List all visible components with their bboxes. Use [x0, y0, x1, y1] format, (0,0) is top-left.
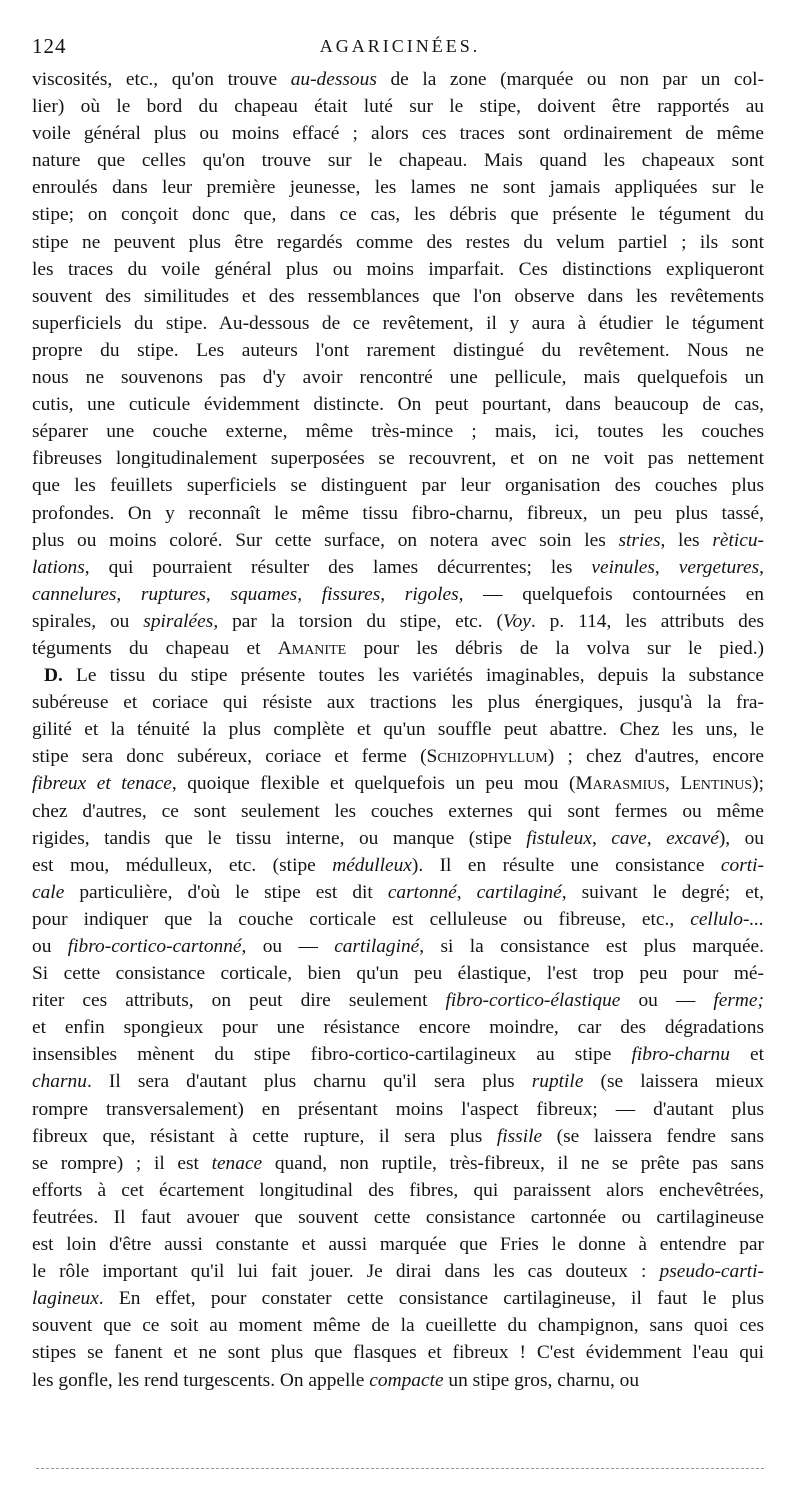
body-text	[32, 66, 764, 1394]
text-line	[32, 201, 764, 228]
text-run: chez d'autres, ce sont seulement les couches externes qui sont fermes ou même	[32, 800, 764, 822]
text-run: ). Il en résulte une consistance	[411, 854, 721, 876]
text-run: nature que celles qu'on trouve sur le chapeau. Mais quand les chapeaux sont	[32, 150, 764, 172]
italic-term: cartilaginé	[476, 881, 562, 903]
italic-term: ferme;	[713, 990, 764, 1012]
text-run: gilité et la ténuité la plus complète et qu'un souffle peut abattre. Chez les uns, le	[32, 719, 764, 741]
italic-term: fibro-cortico-cartonné	[67, 936, 242, 957]
text-run: stipe sera donc subéreux, coriace et ferme (	[32, 746, 427, 768]
italic-term: tenace	[211, 1152, 263, 1174]
text-line	[32, 960, 764, 987]
text-run: rompre transversalement) en présentant moins l'aspect fibreux; — d'autant plus	[32, 1098, 764, 1120]
text-line	[32, 1285, 764, 1312]
small-caps-name: Schizophyllum	[426, 746, 548, 768]
text-line	[32, 93, 764, 120]
text-line	[32, 770, 764, 797]
page-number: 124	[32, 34, 67, 58]
italic-term: cellulo-...	[690, 908, 764, 930]
text-line	[32, 364, 764, 391]
italic-term: rigoles	[404, 583, 459, 605]
text-line	[32, 689, 764, 716]
text-run: ou	[32, 936, 68, 957]
text-line	[32, 879, 764, 906]
text-line	[32, 445, 764, 472]
text-line	[32, 472, 764, 499]
text-run: superficiels du stipe. Au-dessous de ce revêtement, il y aura à étudier le tégument	[32, 312, 764, 334]
text-line	[32, 527, 764, 554]
text-run: que les feuillets superficiels se distinguent par leur organisation des couches plus	[32, 475, 764, 497]
text-run: viscosités, etc., qu'on trouve	[32, 69, 291, 90]
text-run: Si cette consistance corticale, bien qu'un peu élastique, l'est trop peu pour mé-	[32, 963, 764, 985]
text-run: . p. 114, les attributs des	[530, 610, 765, 632]
text-run: ,	[380, 583, 405, 605]
text-line	[32, 1204, 764, 1231]
text-line	[32, 1231, 764, 1258]
italic-term: rèticu-	[712, 529, 764, 551]
text-line	[32, 283, 764, 310]
text-line	[32, 310, 764, 337]
text-line	[32, 229, 764, 256]
text-run: le rôle important qu'il lui fait jouer. Je dirai dans les cas douteux :	[32, 1261, 660, 1283]
running-title: AGARICINÉES.	[319, 36, 481, 56]
text-run: ,	[654, 556, 679, 578]
text-run: stipes se fanent et ne sont plus que flasques et fibreux ! C'est évidemment l'eau qui	[32, 1342, 764, 1364]
text-run: et	[729, 1044, 765, 1066]
page-header	[32, 34, 768, 62]
text-run: et enfin spongieux pour une résistance encore moindre, car des dégradations	[32, 1017, 764, 1039]
text-line	[32, 1096, 764, 1123]
italic-term: fibro-charnu	[631, 1044, 730, 1066]
italic-term: compacte	[369, 1369, 444, 1391]
text-run: , ou —	[241, 936, 335, 957]
text-line	[32, 256, 764, 283]
text-run: est loin d'être aussi constante et aussi marquée que Fries le donne à entendre par	[32, 1234, 764, 1256]
text-run: Le tissu du stipe présente toutes les variétés imaginables, depuis la substance	[62, 665, 764, 687]
small-caps-name: Marasmius	[575, 773, 666, 795]
text-run: , par la torsion du stipe, etc. (	[213, 610, 503, 632]
text-run: pour indiquer que la couche corticale est celluleuse ou fibreuse, etc.,	[32, 908, 691, 930]
text-line	[32, 1258, 764, 1285]
text-run: ) ; chez d'autres, encore	[547, 746, 764, 768]
text-line	[32, 608, 764, 635]
text-run: plus ou moins coloré. Sur cette surface, on notera avec soin les	[32, 529, 619, 551]
text-run: enroulés dans leur première jeunesse, les lames ne sont jamais appliquées sur le	[32, 177, 764, 199]
italic-term: médulleux	[332, 854, 412, 876]
section-letter: D.	[44, 665, 63, 687]
text-run: lier) où le bord du chapeau était luté sur le stipe, doivent être rapportés au	[32, 96, 764, 118]
text-run: ,	[665, 773, 681, 795]
text-line	[32, 500, 764, 527]
text-line	[32, 1177, 764, 1204]
text-run: profondes. On y reconnaît le même tissu fibro-charnu, fibreux, un peu plus tassé,	[32, 502, 764, 524]
text-run: (se laissera mieux	[583, 1071, 764, 1093]
italic-term: corti-	[720, 854, 764, 876]
text-run: de la zone (marquée ou non par un col-	[376, 69, 764, 90]
text-run: un stipe gros, charnu, ou	[443, 1369, 640, 1391]
small-caps-name: Amanite	[277, 637, 347, 659]
text-run: . Il sera d'autant plus charnu qu'il sera plus	[86, 1071, 532, 1093]
text-run: , qui pourraient résulter des lames décurrentes; les	[84, 556, 592, 578]
text-line	[32, 852, 764, 879]
text-run: voile général plus ou moins effacé ; alors ces traces sont ordinairement de même	[32, 123, 764, 145]
text-line	[32, 1150, 764, 1177]
text-line	[32, 798, 764, 825]
text-line	[32, 1123, 764, 1150]
italic-term: stries	[618, 529, 661, 551]
text-run: est mou, médulleux, etc. (stipe	[32, 854, 333, 876]
text-run: . En effet, pour constater cette consistance cartilagineuse, il faut le plus	[98, 1288, 764, 1310]
text-line	[32, 743, 764, 770]
text-run: les gonfle, les rend turgescents. On appelle	[32, 1369, 370, 1391]
text-run: feutrées. Il faut avouer que souvent cette consistance cartonnée ou cartilagineuse	[32, 1206, 764, 1228]
text-line	[32, 66, 764, 93]
italic-term: cartilaginé	[334, 936, 420, 957]
text-line	[32, 1068, 764, 1095]
text-run: les traces du voile général plus ou moins imparfait. Ces distinctions expliqueront	[32, 258, 764, 280]
text-line	[32, 147, 764, 174]
text-run: pour les débris de la volva sur le pied.)	[346, 637, 764, 659]
text-run: particulière, d'où le stipe est dit	[64, 881, 388, 903]
text-line	[32, 906, 764, 933]
footer-rule	[36, 1468, 764, 1469]
text-run: ,	[456, 881, 477, 903]
text-run: souvent que ce soit au moment même de la cueillette du champignon, sans quoi ces	[32, 1315, 764, 1337]
text-line	[32, 391, 764, 418]
text-run: ), ou	[718, 827, 764, 849]
text-run: propre du stipe. Les auteurs l'ont rarement distingué du revêtement. Nous ne	[32, 339, 764, 361]
italic-term: squames	[230, 583, 298, 605]
text-run: se rompre) ; il est	[32, 1152, 212, 1174]
text-line	[32, 337, 764, 364]
text-run: nous ne souvenons pas d'y avoir rencontré une pellicule, mais quelquefois un	[32, 367, 764, 389]
italic-term: fibreux et tenace	[32, 773, 172, 795]
text-run: , quoique flexible et quelquefois un peu mou (	[171, 773, 576, 795]
text-run: insensibles mènent du stipe fibro-cortico-cartilagineux au stipe	[32, 1044, 632, 1066]
italic-term: cartonné	[387, 881, 457, 903]
small-caps-name: Lentinus	[680, 773, 753, 795]
text-line	[32, 662, 764, 689]
text-run: , si la consistance est plus marquée.	[419, 936, 765, 957]
text-line	[32, 1312, 764, 1339]
text-run: , — quelquefois contournées en	[458, 583, 764, 605]
italic-term: fissures	[321, 583, 381, 605]
text-run: téguments du chapeau et	[32, 637, 278, 659]
text-line	[32, 635, 764, 662]
italic-term: cannelures	[32, 583, 117, 605]
italic-term: ruptures	[140, 583, 206, 605]
text-run: , suivant le degré; et,	[561, 881, 764, 903]
text-run: ,	[205, 583, 231, 605]
text-line	[32, 1339, 764, 1366]
text-run: spirales, ou	[32, 610, 144, 632]
italic-term: au-dessous	[290, 69, 377, 90]
text-run: séparer une couche externe, même très-mince ; mais, ici, toutes les couches	[32, 421, 764, 443]
text-run: ,	[297, 583, 322, 605]
text-run: ,	[759, 556, 764, 578]
text-run: );	[752, 773, 764, 795]
italic-term: lagineux	[32, 1288, 99, 1310]
italic-term: vergetures	[678, 556, 760, 578]
text-run: ,	[116, 583, 141, 605]
text-run: cutis, une cuticule évidemment distincte. On peut pourtant, dans beaucoup de cas,	[32, 394, 764, 416]
text-line	[32, 987, 764, 1014]
text-run: ou —	[620, 990, 714, 1012]
text-line	[32, 581, 764, 608]
text-run: fibreux que, résistant à cette rupture, il sera plus	[32, 1125, 497, 1147]
text-line	[32, 716, 764, 743]
text-run: (se laissera fendre sans	[542, 1125, 764, 1147]
text-run: quand, non ruptile, très-fibreux, il ne se prête pas sans	[262, 1152, 764, 1174]
text-line	[32, 174, 764, 201]
italic-term: fibro-cortico-élastique	[445, 990, 621, 1012]
text-line	[32, 825, 764, 852]
text-run: fibreuses longitudinalement superposées se recouvrent, et on ne voit pas nettement	[32, 448, 764, 470]
text-run: , les	[660, 529, 713, 551]
italic-term: cale	[32, 881, 65, 903]
italic-term: veinules	[591, 556, 655, 578]
italic-term: Voy	[502, 610, 531, 632]
text-line	[32, 933, 764, 960]
text-line	[32, 120, 764, 147]
italic-term: ruptile	[531, 1071, 584, 1093]
text-line	[32, 554, 764, 581]
italic-term: pseudo-carti-	[659, 1261, 764, 1283]
text-line	[32, 1041, 764, 1068]
text-line	[32, 418, 764, 445]
text-run: rigides, tandis que le tissu interne, ou manque (stipe	[32, 827, 527, 849]
text-line	[32, 1014, 764, 1041]
text-run: stipe; on conçoit donc que, dans ce cas, les débris que présente le tégument du	[32, 204, 764, 226]
italic-term: fissile	[496, 1125, 543, 1147]
text-run: efforts à cet écartement longitudinal des fibres, qui paraissent alors enchevêtrées,	[32, 1179, 764, 1201]
text-run: stipe ne peuvent plus être regardés comme des restes du velum partiel ; ils sont	[32, 231, 764, 253]
text-line	[32, 1367, 764, 1394]
italic-term: charnu	[32, 1071, 87, 1093]
italic-term: spiralées	[143, 610, 214, 632]
text-run: subéreuse et coriace qui résiste aux tractions les plus énergiques, jusqu'à la fra-	[32, 692, 764, 714]
text-run: souvent des similitudes et des ressemblances que l'on observe dans les revêtements	[32, 285, 764, 307]
text-run: riter ces attributs, on peut dire seulement	[32, 990, 446, 1012]
italic-term: lations	[32, 556, 85, 578]
italic-term: fistuleux, cave, excavé	[526, 827, 719, 849]
